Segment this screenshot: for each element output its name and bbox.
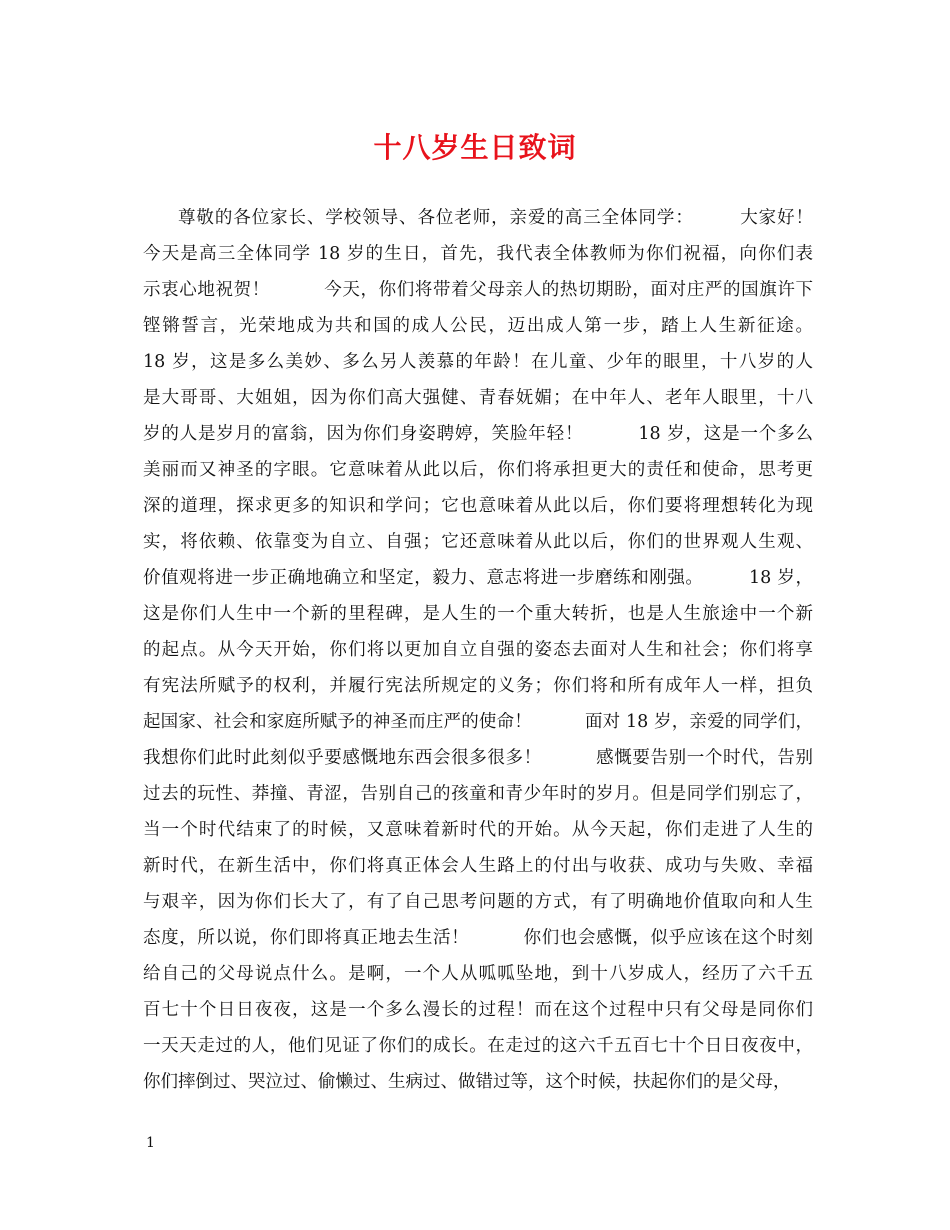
body-line: 实，将依赖、依靠变为自立、自强；它还意味着从此以后，你们的世界观人生观、 [143,532,813,552]
body-line: 是大哥哥、大姐姐，因为你们高大强健、青春妩媚；在中年人、老年人眼里，十八 [143,388,813,408]
body-line: 美丽而又神圣的字眼。它意味着从此以后，你们将承担更大的责任和使命，思考更 [143,460,813,480]
body-line: 今天是高三全体同学 18 岁的生日，首先，我代表全体教师为你们祝福，向你们表 [143,244,813,264]
body-line: 的起点。从今天开始，你们将以更加自立自强的姿态去面对人生和社会；你们将享 [143,640,813,660]
body-line: 尊敬的各位家长、学校领导、各位老师，亲爱的高三全体同学： 大家好！ [178,208,813,228]
body-line: 18 岁，这是多么美妙、多么另人羡慕的年龄！在儿童、少年的眼里，十八岁的人 [143,352,813,372]
body-line: 当一个时代结束了的时候，又意味着新时代的开始。从今天起，你们走进了人生的 [143,820,813,840]
body-line: 起国家、社会和家庭所赋予的神圣而庄严的使命！ 面对 18 岁，亲爱的同学们， [143,712,813,732]
document-body [143,200,813,1100]
body-line: 这是你们人生中一个新的里程碑，是人生的一个重大转折，也是人生旅途中一个新 [143,604,813,624]
body-line: 新时代，在新生活中，你们将真正体会人生路上的付出与收获、成功与失败、幸福 [143,856,813,876]
body-line: 深的道理，探求更多的知识和学问；它也意味着从此以后，你们要将理想转化为现 [143,496,813,516]
body-line: 价值观将进一步正确地确立和坚定，毅力、意志将进一步磨练和刚强。 18 岁， [143,568,813,588]
body-line: 态度，所以说，你们即将真正地去生活！ 你们也会感慨，似乎应该在这个时刻 [143,928,813,948]
body-line: 示衷心地祝贺！ 今天，你们将带着父母亲人的热切期盼，面对庄严的国旗许下 [143,280,813,300]
body-line: 有宪法所赋予的权利，并履行宪法所规定的义务；你们将和所有成年人一样，担负 [143,676,813,696]
body-line: 铿锵誓言，光荣地成为共和国的成人公民，迈出成人第一步，踏上人生新征途。 [143,316,813,336]
body-line: 与艰辛，因为你们长大了，有了自己思考问题的方式，有了明确地价值取向和人生 [143,892,813,912]
page-number: 1 [146,1135,155,1151]
body-line: 岁的人是岁月的富翁，因为你们身姿聘婷，笑脸年轻！ 18 岁，这是一个多么 [143,424,813,444]
body-line: 给自己的父母说点什么。是啊，一个人从呱呱坠地，到十八岁成人，经历了六千五 [143,964,813,984]
body-line: 过去的玩性、莽撞、青涩，告别自己的孩童和青少年时的岁月。但是同学们别忘了， [143,784,813,804]
document-title: 十八岁生日致词 [373,131,577,164]
body-line: 我想你们此时此刻似乎要感慨地东西会很多很多！ 感慨要告别一个时代，告别 [143,748,813,768]
body-line: 你们摔倒过、哭泣过、偷懒过、生病过、做错过等，这个时候，扶起你们的是父母， [143,1072,791,1092]
body-line: 百七十个日日夜夜，这是一个多么漫长的过程！而在这个过程中只有父母是同你们 [143,1000,813,1020]
body-line: 一天天走过的人，他们见证了你们的成长。在走过的这六千五百七十个日日夜夜中， [143,1036,813,1056]
